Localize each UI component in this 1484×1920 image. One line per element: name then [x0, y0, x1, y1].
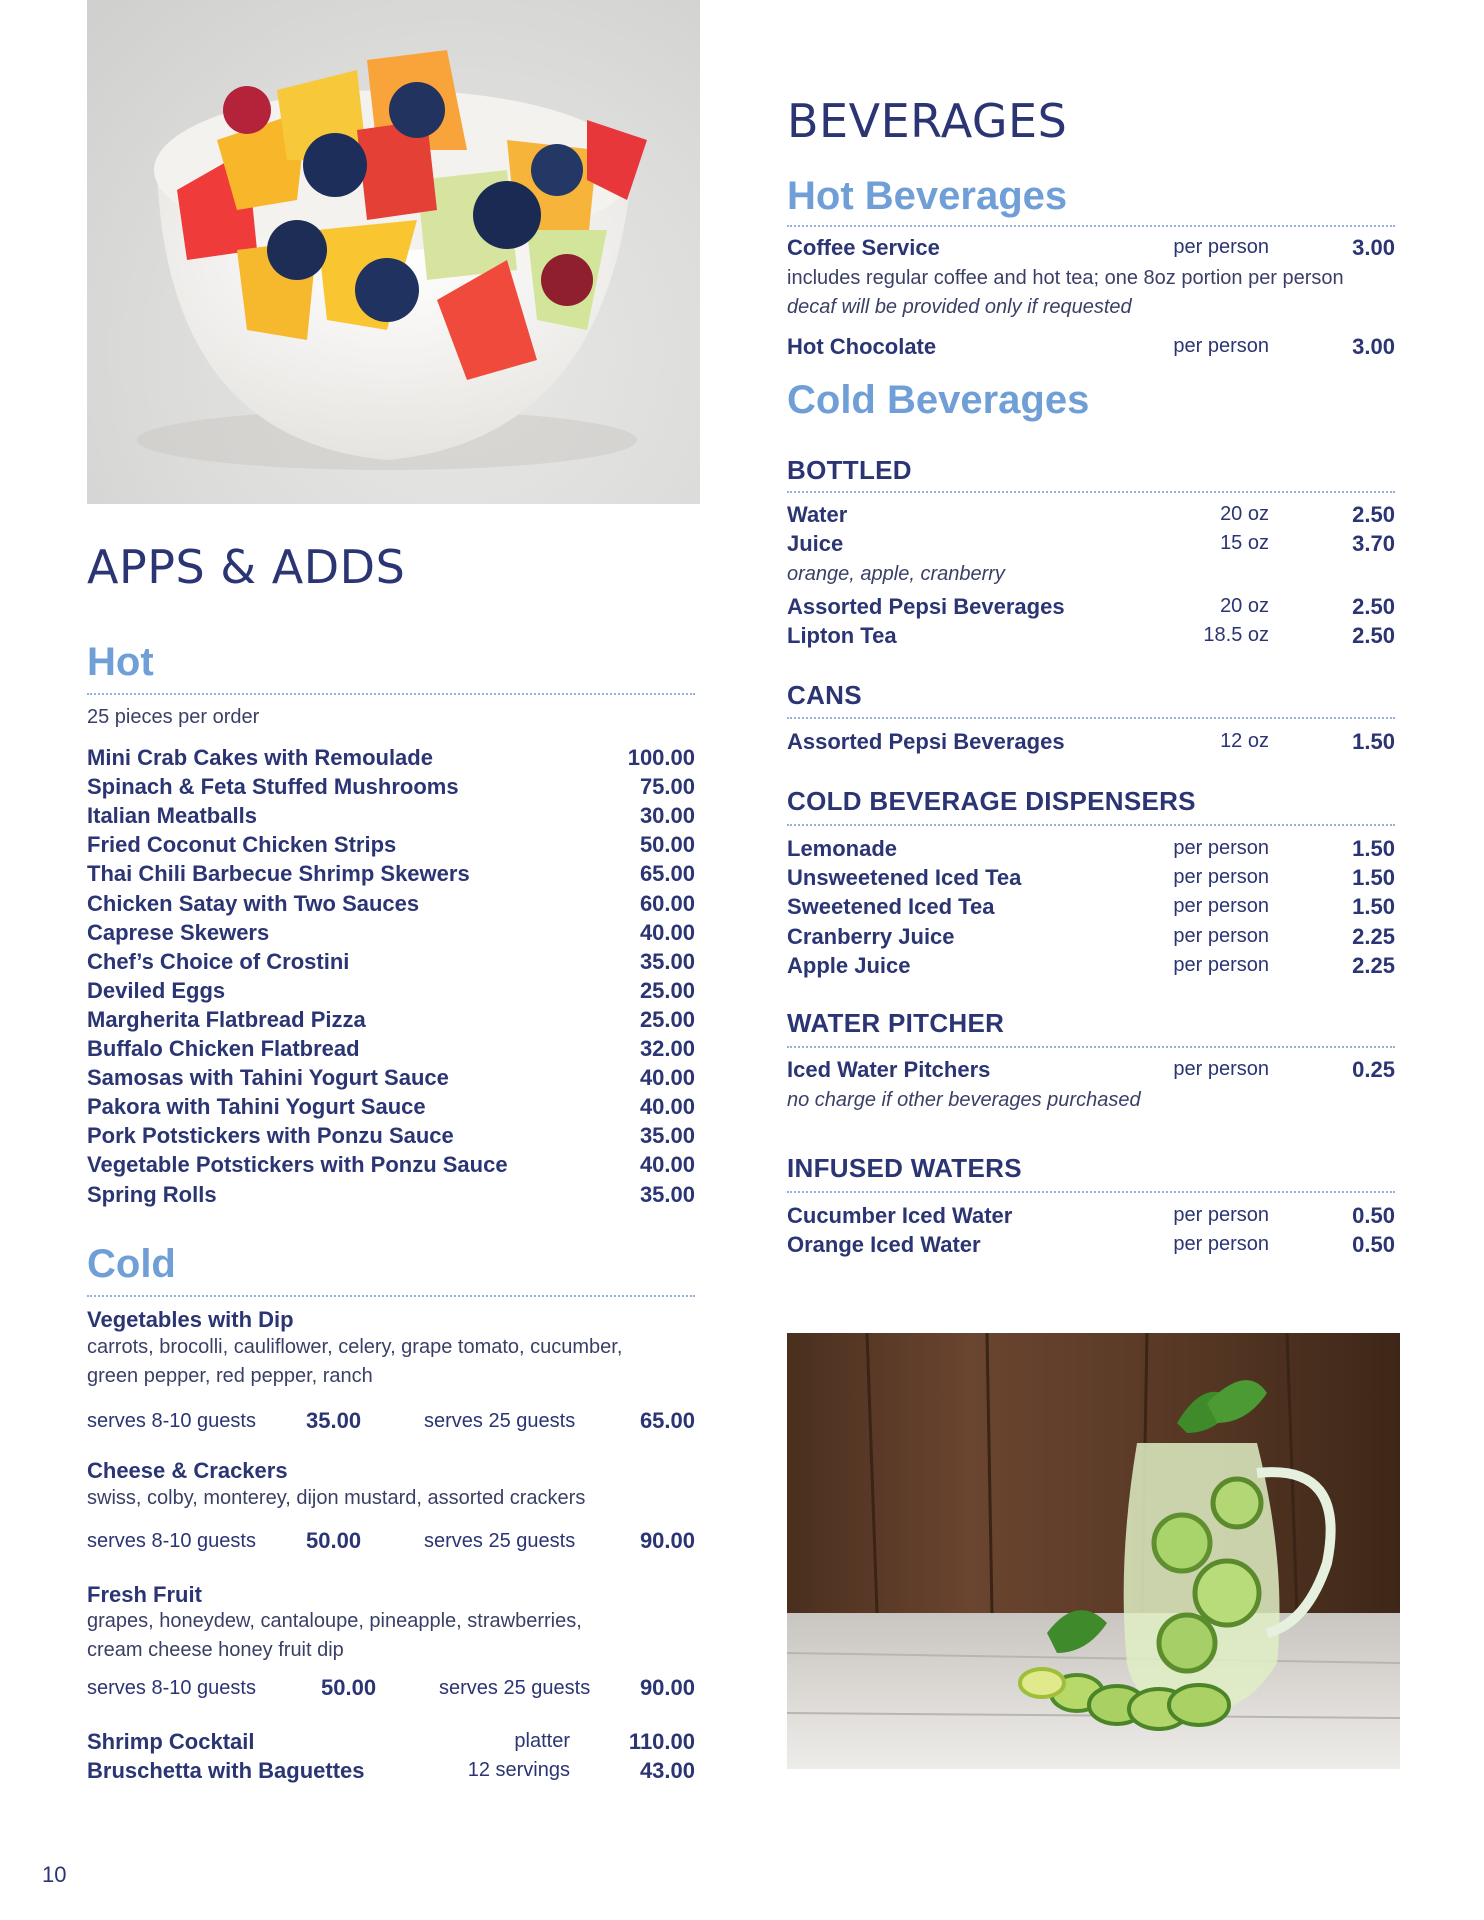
item-name: Spinach & Feta Stuffed Mushrooms	[87, 774, 459, 800]
large-serving-label: serves 25 guests	[439, 1677, 591, 1699]
cold-beverages-heading: Cold Beverages	[787, 378, 1090, 422]
extra-shrimp-cocktail	[87, 1727, 695, 1756]
menu-row	[87, 1150, 695, 1179]
item-name: Lemonade	[787, 836, 898, 861]
cans-rule	[787, 717, 1395, 719]
item-name: Bruschetta with Baguettes	[87, 1758, 365, 1783]
item-unit: 18.5 oz	[1203, 624, 1269, 646]
menu-row	[87, 801, 695, 830]
item-name: Italian Meatballs	[87, 803, 257, 829]
item-name: Chicken Satay with Two Sauces	[87, 890, 420, 916]
item-price: 35.00	[639, 1181, 695, 1207]
item-name: Shrimp Cocktail	[87, 1729, 255, 1754]
item-price: 43.00	[639, 1758, 695, 1783]
small-serving-price: 50.00	[306, 1528, 362, 1553]
item-unit: per person	[1173, 1233, 1269, 1255]
platter-cheese	[87, 1456, 695, 1485]
platter-desc: cream cheese honey fruit dip	[87, 1639, 344, 1661]
item-name: Buffalo Chicken Flatbread	[87, 1036, 360, 1061]
item-unit: 12 oz	[1220, 730, 1269, 752]
hot-beverages-rule	[787, 225, 1395, 227]
item-unit: per person	[1173, 866, 1269, 889]
item-price: 110.00	[628, 1729, 695, 1754]
item-price: 3.00	[1352, 235, 1395, 260]
platter-desc: swiss, colby, monterey, dijon mustard, assorted crackers	[87, 1487, 586, 1509]
hot-beverages-heading: Hot Beverages	[787, 174, 1068, 218]
item-unit: 20 oz	[1220, 503, 1269, 525]
bottled-rule	[787, 491, 1395, 493]
item-unit: per person	[1173, 895, 1269, 918]
item-name: Orange Iced Water	[787, 1232, 981, 1257]
menu-row	[787, 1201, 1395, 1230]
item-name: Unsweetened Iced Tea	[787, 865, 1022, 891]
menu-row	[87, 859, 695, 888]
platter-serve-row	[87, 1673, 695, 1703]
cans-heading: CANS	[787, 680, 862, 710]
item-unit: per person	[1173, 236, 1269, 258]
item-unit: per person	[1173, 1058, 1269, 1080]
item-price: 3.70	[1352, 531, 1395, 556]
water-pitcher-heading: WATER PITCHER	[787, 1008, 1005, 1038]
item-name: Margherita Flatbread Pizza	[87, 1006, 366, 1032]
item-name: Fried Coconut Chicken Strips	[87, 832, 397, 858]
beverages-title: BEVERAGES	[787, 94, 1068, 148]
item-price: 2.50	[1352, 594, 1395, 619]
item-name: Spring Rolls	[87, 1181, 217, 1207]
item-name: Thai Chili Barbecue Shrimp Skewers	[87, 861, 470, 887]
infused-water-pitcher-photo	[787, 1333, 1400, 1769]
menu-row	[87, 830, 695, 859]
large-serving-label: serves 25 guests	[424, 1410, 576, 1432]
item-name: Pakora with Tahini Yogurt Sauce	[87, 1094, 426, 1120]
item-price: 32.00	[639, 1036, 695, 1061]
item-price: 100.00	[627, 745, 695, 770]
platter-desc: green pepper, red pepper, ranch	[87, 1365, 373, 1387]
hot-rule	[87, 693, 695, 695]
platter-vegetables	[87, 1305, 695, 1334]
platter-name: Cheese & Crackers	[87, 1458, 288, 1483]
menu-row	[87, 918, 695, 947]
small-serving-price: 35.00	[306, 1408, 362, 1433]
item-price: 35.00	[639, 948, 695, 974]
item-unit: 15 oz	[1220, 532, 1269, 554]
menu-row	[87, 1092, 695, 1121]
coffee-service-row	[787, 233, 1395, 262]
item-price: 25.00	[639, 977, 695, 1003]
item-price: 2.50	[1352, 502, 1395, 527]
item-price: 40.00	[639, 1065, 695, 1091]
item-price: 3.00	[1352, 334, 1395, 359]
item-unit: per person	[1173, 953, 1269, 976]
hot-heading: Hot	[87, 640, 154, 684]
item-name: Water	[787, 502, 848, 527]
juice-flavors-note: orange, apple, cranberry	[787, 563, 1005, 585]
item-name: Vegetable Potstickers with Ponzu Sauce	[87, 1152, 508, 1178]
cans-pepsi-row	[787, 727, 1395, 756]
large-serving-price: 90.00	[639, 1528, 695, 1553]
pitcher-note: no charge if other beverages purchased	[787, 1089, 1141, 1111]
bottled-pepsi-row	[787, 592, 1395, 621]
menu-row	[787, 892, 1395, 921]
juice-row	[787, 529, 1395, 558]
platter-serve-row	[87, 1526, 695, 1556]
small-serving-label: serves 8-10 guests	[87, 1677, 256, 1699]
item-price: 0.25	[1352, 1057, 1395, 1082]
item-name: Chef’s Choice of Crostini	[87, 948, 350, 974]
coffee-note: includes regular coffee and hot tea; one 8oz portion per person	[787, 267, 1344, 289]
item-price: 1.50	[1352, 865, 1395, 891]
item-name: Mini Crab Cakes with Remoulade	[87, 745, 433, 770]
item-name: Pork Potstickers with Ponzu Sauce	[87, 1123, 454, 1149]
item-unit: 12 servings	[467, 1759, 570, 1781]
water-pitcher-rule	[787, 1046, 1395, 1048]
menu-row	[87, 889, 695, 918]
item-name: Apple Juice	[787, 952, 911, 978]
dispensers-rule	[787, 824, 1395, 826]
platter-name: Vegetables with Dip	[87, 1307, 294, 1332]
menu-row	[787, 1230, 1395, 1259]
small-serving-label: serves 8-10 guests	[87, 1410, 256, 1432]
menu-row	[787, 922, 1395, 951]
item-name: Hot Chocolate	[787, 334, 937, 359]
item-name: Sweetened Iced Tea	[787, 894, 995, 920]
item-price: 40.00	[639, 1094, 695, 1120]
menu-row	[87, 1034, 695, 1063]
item-price: 1.50	[1352, 836, 1395, 861]
menu-row	[787, 951, 1395, 980]
iced-water-pitchers-row	[787, 1055, 1395, 1084]
platter-serve-row	[87, 1406, 695, 1436]
menu-row	[787, 834, 1395, 863]
large-serving-price: 90.00	[639, 1675, 695, 1700]
item-price: 2.25	[1352, 952, 1395, 978]
small-serving-price: 50.00	[321, 1675, 377, 1700]
item-price: 35.00	[639, 1123, 695, 1149]
dispensers-heading: COLD BEVERAGE DISPENSERS	[787, 786, 1196, 816]
cold-rule	[87, 1295, 695, 1297]
item-unit: per person	[1173, 335, 1269, 357]
item-price: 2.50	[1352, 623, 1395, 648]
item-price: 65.00	[639, 861, 695, 887]
infused-waters-heading: INFUSED WATERS	[787, 1153, 1022, 1183]
platter-fruit	[87, 1580, 695, 1609]
menu-row	[87, 1121, 695, 1150]
item-name: Lipton Tea	[787, 623, 897, 648]
item-price: 40.00	[639, 1152, 695, 1178]
item-price: 30.00	[639, 803, 695, 829]
hot-chocolate-row	[787, 332, 1395, 361]
item-name: Iced Water Pitchers	[787, 1057, 991, 1082]
small-serving-label: serves 8-10 guests	[87, 1530, 256, 1552]
item-price: 1.50	[1352, 729, 1395, 754]
platter-desc: grapes, honeydew, cantaloupe, pineapple, strawberries,	[87, 1610, 582, 1632]
page-number: 10	[42, 1862, 67, 1887]
large-serving-price: 65.00	[639, 1408, 695, 1433]
item-name: Assorted Pepsi Beverages	[787, 594, 1065, 619]
platter-desc: carrots, brocolli, cauliflower, celery, grape tomato, cucumber,	[87, 1336, 623, 1358]
item-name: Juice	[787, 531, 844, 556]
menu-row	[87, 743, 695, 772]
item-price: 75.00	[639, 774, 695, 800]
menu-row	[87, 947, 695, 976]
item-name: Coffee Service	[787, 235, 940, 260]
item-price: 60.00	[639, 890, 695, 916]
menu-row	[87, 976, 695, 1005]
bottled-heading: BOTTLED	[787, 455, 912, 485]
item-price: 1.50	[1352, 894, 1395, 920]
item-price: 0.50	[1352, 1232, 1395, 1257]
menu-row	[87, 772, 695, 801]
item-name: Samosas with Tahini Yogurt Sauce	[87, 1065, 449, 1091]
fruit-bowl-photo	[87, 0, 700, 504]
item-unit: per person	[1173, 1204, 1269, 1226]
menu-row	[87, 1005, 695, 1034]
extra-bruschetta	[87, 1756, 695, 1785]
item-price: 25.00	[639, 1006, 695, 1032]
item-name: Cucumber Iced Water	[787, 1203, 1013, 1228]
item-unit: 20 oz	[1220, 595, 1269, 617]
item-price: 0.50	[1352, 1203, 1395, 1228]
water-row	[787, 500, 1395, 529]
menu-row	[87, 1180, 695, 1209]
infused-waters-rule	[787, 1191, 1395, 1193]
menu-row	[787, 863, 1395, 892]
item-name: Assorted Pepsi Beverages	[787, 729, 1065, 754]
hot-note: 25 pieces per order	[87, 706, 260, 728]
item-name: Caprese Skewers	[87, 919, 270, 945]
apps-title: APPS & ADDS	[87, 540, 406, 594]
menu-row	[87, 1063, 695, 1092]
item-unit: platter	[514, 1730, 570, 1752]
item-unit: per person	[1173, 924, 1269, 947]
cold-heading: Cold	[87, 1242, 176, 1286]
item-unit: per person	[1173, 837, 1269, 859]
lipton-tea-row	[787, 621, 1395, 650]
item-name: Deviled Eggs	[87, 977, 226, 1003]
item-name: Cranberry Juice	[787, 923, 955, 949]
platter-name: Fresh Fruit	[87, 1582, 202, 1607]
large-serving-label: serves 25 guests	[424, 1530, 576, 1552]
item-price: 2.25	[1352, 923, 1395, 949]
coffee-decaf-note: decaf will be provided only if requested	[787, 296, 1132, 318]
item-price: 40.00	[639, 919, 695, 945]
item-price: 50.00	[639, 832, 695, 858]
